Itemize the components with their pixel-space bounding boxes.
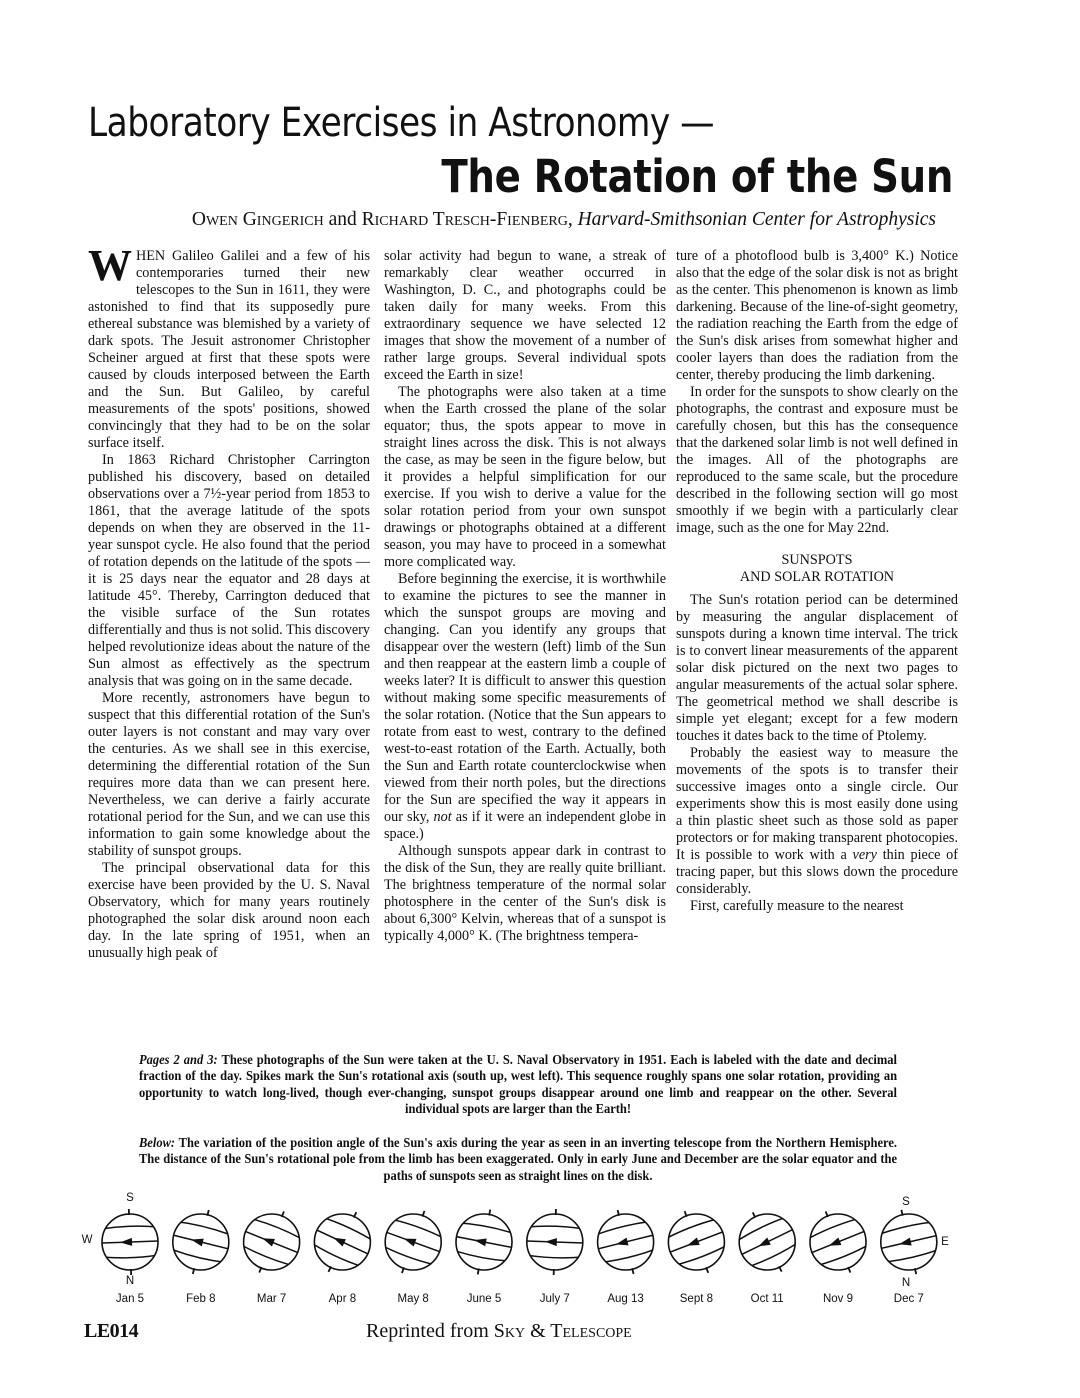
paragraph-text: as if it were an independent globe in space.) [384, 809, 667, 842]
emphasis: very [852, 847, 877, 863]
paragraph [676, 745, 958, 898]
paragraph: ture of a photoflood bulb is 3,400° K.) Notice also that the edge of the solar disk is not as bright as the center. This phenomenon is known as limb darkening. Because of the line-of-sight geometry, the radiation reaching the Earth from the edge of the Sun's disk arises from somewhat higher and cooler layers than does the radiation from the center, thereby producing the limb darkening. [676, 248, 958, 383]
reprint-credit [366, 1320, 632, 1343]
sun-disk [579, 1201, 672, 1282]
arrow-icon [332, 1234, 346, 1246]
exercise-code: LE014 [84, 1320, 139, 1342]
sun-disk [717, 1196, 817, 1289]
sun-disk [365, 1198, 462, 1286]
compass-south-label: S [126, 1192, 134, 1204]
date-label: June 5 [466, 1293, 502, 1305]
paragraph: First, carefully measure to the nearest [690, 898, 904, 914]
paragraph-text: thin piece of tracing paper, but this slows down the procedure considerably. [676, 847, 958, 897]
paragraph: Although sunspots appear dark in contrast to the disk of the Sun, they are really quite brilliant. The brightness temperature of the normal solar photosphere in the center of the Sun's disk is about 6,300° Kelvin, whereas that of a sunspot is typically 4,000° K. (The brightness tempera- [384, 843, 666, 944]
publication-name: Sky & Telescope [493, 1320, 632, 1342]
date-label: Jan 5 [115, 1293, 145, 1305]
caption-lead: Pages 2 and 3: [138, 1052, 218, 1067]
emphasis: not [433, 809, 452, 825]
paragraph [384, 571, 666, 843]
arrow-icon [190, 1236, 204, 1247]
paragraph-text: Probably the easiest way to measure the movements of the spots is to transfer their successive images onto a single circle. Our experiments show this is most easily done using a thin plastic sheet such as those sold as paper protectors or for making transparent photocopies. It is possible to work with a [676, 745, 958, 863]
caption-text: These photographs of the Sun were taken at the U. S. Naval Observatory in 1951. Each is labeled with the date and decimal fraction of the day. Spikes mark the Sun's rotational axis (south up, west left). This sequence roughly spans one solar rotation, providing an opportunity to watch long-lived, though ever-changing, sunspot groups disappear around one limb and reappear on the other. Several individual spots are larger than the Earth! [138, 1052, 898, 1117]
compass-north-label: N [125, 1275, 135, 1287]
text-column-2 [384, 248, 666, 945]
date-label: Feb 8 [186, 1293, 216, 1305]
sun-disk [514, 1209, 596, 1276]
author-name: Richard Tresch-Fienberg [361, 209, 568, 230]
arrow-icon [756, 1238, 770, 1250]
compass-west-label: W [81, 1234, 93, 1246]
compass-north-label: N [901, 1277, 911, 1289]
figure-caption-diagram [139, 1135, 897, 1184]
arrow-icon [686, 1238, 700, 1250]
sun-disk [789, 1197, 887, 1286]
arrow-icon [545, 1238, 557, 1246]
article-title: The Rotation of the Sun [441, 150, 953, 203]
byline [88, 209, 936, 231]
date-label: Mar 7 [256, 1293, 287, 1305]
paragraph: More recently, astronomers have begun to suspect that this differential rotation of the Sun's outer layers is not constant and may vary over the centuries. As we shall see in this exercise, determining the differential rotation of the Sun requires more data than we can present here. Nevertheless, we can derive a fairly accurate rotational period for the Sun, and we can use this information to gain some knowledge about the stability of sunspot groups. [88, 690, 370, 859]
paragraph: In order for the sunspots to show clearly on the photographs, the contrast and exposure must be carefully chosen, but this has the consequence that the darkened solar limb is not well defined in the images. All of the photographs are reproduced to the same scale, but the procedure described in the following section will go most smoothly if we begin with a particularly clear image, such as the one for May 22nd. [676, 384, 958, 536]
compass-east-label: E [941, 1236, 949, 1248]
paragraph [88, 241, 370, 452]
reprint-prefix: Reprinted from [366, 1320, 494, 1342]
date-label: Aug 13 [607, 1293, 644, 1305]
date-label: July 7 [539, 1293, 570, 1305]
caption-lead: Below: [138, 1135, 176, 1150]
byline-conjunction: and [323, 209, 362, 230]
sun-disk [154, 1201, 247, 1282]
sun-disk [439, 1203, 530, 1281]
arrow-icon [827, 1238, 841, 1250]
byline-separator: , [567, 209, 578, 230]
date-label: Dec 7 [893, 1293, 924, 1305]
arrow-icon [615, 1238, 629, 1249]
sun-disk [223, 1197, 321, 1286]
drop-cap: W [88, 241, 132, 290]
section-heading-line: AND SOLAR ROTATION [739, 569, 895, 585]
arrow-icon [402, 1235, 416, 1247]
paragraph-text: Before beginning the exercise, it is worthwhile to examine the pictures to see the manner in which the sunspot groups are moving and changing. Can you identify any groups that disappear over the western (left) limb of the Sun and then reappear at the eastern limb a couple of weeks later? It is difficult to answer this question without making some specific measurements of the solar rotation. (Notice that the Sun appears to rotate from east to west, contrary to the defined west-to-east rotation of the Earth. Actually, both the Sun and Earth rotate counterclockwise when viewed from their north poles, but the directions for the Sun are specified the way it appears in our sky, [384, 571, 666, 825]
section-heading [676, 552, 958, 586]
date-label: Nov 9 [822, 1293, 854, 1305]
series-title: Laboratory Exercises in Astronomy — [88, 100, 714, 146]
paragraph: In 1863 Richard Christopher Carrington published his discovery, based on detailed observations over a 7½-year period from 1853 to 1861, that the average latitude of the spots depends on when they are observed in the 11-year sunspot cycle. He also found that the period of rotation depends on the latitude of the spots — it is 25 days near the equator and 28 days at latitude 45°. Thereby, Carrington deduced that the visible surface of the Sun rotates differentially and thus is not solid. This discovery helped revolutionize ideas about the nature of the Sun almost as effectively as the spectrum analysis that was going on in the same decade. [88, 452, 370, 689]
author-name: Owen Gingerich [191, 209, 324, 230]
caption-text: The variation of the position angle of the Sun's axis during the year as seen in an inverting telescope from the Northern Hemisphere. The distance of the Sun's rotational pole from the limb has been exaggerated. Only in early June and December are the solar equator and the paths of sunspots seen as straight lines on the disk. [138, 1135, 898, 1183]
section-heading-line: SUNSPOTS [781, 552, 853, 568]
date-label: Apr 8 [328, 1293, 357, 1305]
arrow-icon [261, 1235, 275, 1247]
text-column-1 [88, 241, 370, 962]
date-label: Sept 8 [679, 1293, 714, 1305]
compass-south-label: S [902, 1196, 910, 1208]
date-label: May 8 [397, 1293, 429, 1305]
date-label: Oct 11 [750, 1293, 784, 1305]
text-column-3 [676, 248, 958, 915]
sun-axis-diagram [80, 1192, 960, 1310]
figure-caption-photographs [139, 1052, 897, 1118]
sun-disk [293, 1196, 393, 1288]
arrow-icon [473, 1236, 486, 1246]
paragraph: The Sun's rotation period can be determined by measuring the angular displacement of sunspots during a known time interval. The trick is to convert linear measurements of the apparent solar disk pictured on the next two pages to angular measurements of the actual solar sphere. The geometrical method we shall describe is simple yet elegant; except for a few modern touches it dates back to the time of Ptolemy. [676, 592, 958, 744]
affiliation: Harvard-Smithsonian Center for Astrophysics [577, 209, 936, 230]
paragraph: The principal observational data for this exercise have been provided by the U. S. Naval Observatory, which for many years routinely photographed the solar disk around noon each day. In the late spring of 1951, when an unusually high peak of [88, 860, 370, 961]
sun-disk [648, 1198, 746, 1286]
paragraph: solar activity had begun to wane, a streak of remarkably clear weather occurred in Washington, D. C., and photographs could be taken daily for many weeks. From this extraordinary sequence we have selected 12 images that show the movement of a number of rather large groups. Several individual spots exceed the Earth in size! [384, 248, 666, 383]
paragraph-text: HEN Galileo Galilei and a few of his contemporaries turned their new telescopes to the Sun in 1611, they were astonished to find that its supposedly pure ethereal substance was blemished by a variety of dark spots. The Jesuit astronomer Christopher Scheiner argued at first that these spots were caused by clouds interposed between the Earth and the Sun. But Galileo, by careful measurements of the spots' positions, showed convincingly that they had to be on the solar surface itself. [88, 248, 370, 451]
paragraph: The photographs were also taken at a time when the Earth crossed the plane of the solar equator; thus, the spots appear to move in straight lines across the disk. This is not always the case, as may be seen in the figure below, but it provides a helpful simplification for our exercise. If you wish to derive a value for the solar rotation period from your own sunspot drawings or photographs obtained at a different season, you may have to proceed in a somewhat more complicated way. [384, 384, 666, 570]
